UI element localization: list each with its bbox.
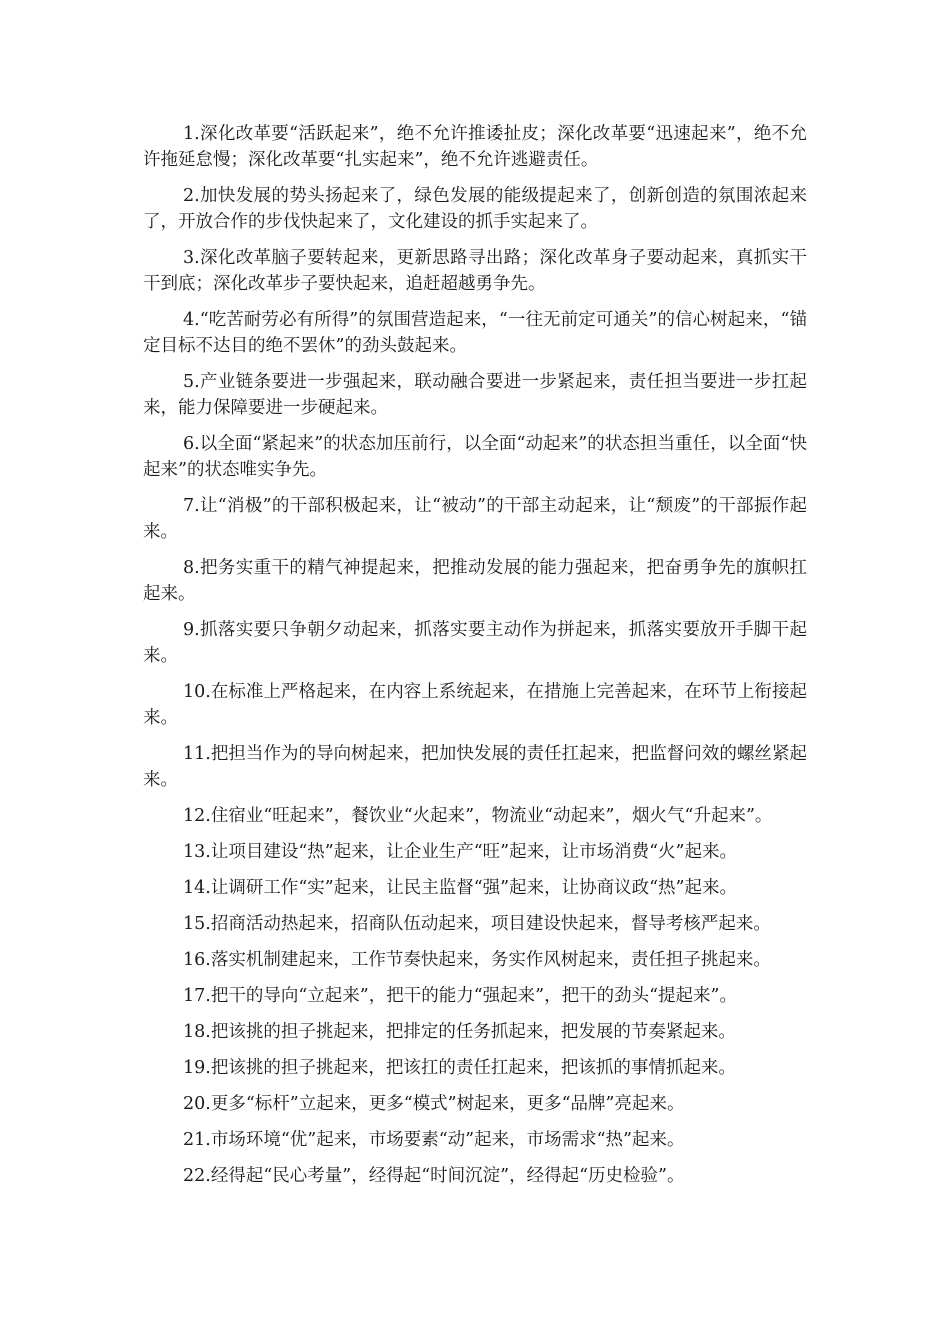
paragraph-20: 20.更多“标杆”立起来，更多“模式”树起来，更多“品牌”亮起来。 [183,1094,685,1114]
paragraph-1: 1.深化改革要“活跃起来”，绝不允许推诿扯皮；深化改革要“迅速起来”，绝不允许拖延怠慢；深化改革要“扎实起来”，绝不允许逃避责任。 [143,124,807,170]
paragraph-4: 4.“吃苦耐劳必有所得”的氛围营造起来，“一往无前定可通关”的信心树起来，“锚定目标不达目的绝不罢休”的劲头鼓起来。 [143,310,807,356]
paragraph-13: 13.让项目建设“热”起来，让企业生产“旺”起来，让市场消费“火”起来。 [183,842,738,862]
document-body [143,121,807,1199]
paragraph-6: 6.以全面“紧起来”的状态加压前行，以全面“动起来”的状态担当重任，以全面“快起来”的状态唯实争先。 [143,434,807,480]
paragraph-5: 5.产业链条要进一步强起来，联动融合要进一步紧起来，责任担当要进一步扛起来，能力保障要进一步硬起来。 [143,372,807,418]
paragraph-19: 19.把该挑的担子挑起来，把该扛的责任扛起来，把该抓的事情抓起来。 [183,1058,736,1078]
paragraph-9: 9.抓落实要只争朝夕动起来，抓落实要主动作为拼起来，抓落实要放开手脚干起来。 [143,620,807,666]
paragraph-15: 15.招商活动热起来，招商队伍动起来，项目建设快起来，督导考核严起来。 [183,914,771,934]
paragraph-16: 16.落实机制建起来，工作节奏快起来，务实作风树起来，责任担子挑起来。 [183,950,771,970]
paragraph-14: 14.让调研工作“实”起来，让民主监督“强”起来，让协商议政“热”起来。 [183,878,738,898]
paragraph-10: 10.在标准上严格起来，在内容上系统起来，在措施上完善起来，在环节上衔接起来。 [143,682,807,728]
paragraph-11: 11.把担当作为的导向树起来，把加快发展的责任扛起来，把监督问效的螺丝紧起来。 [143,744,807,790]
paragraph-22: 22.经得起“民心考量”，经得起“时间沉淀”，经得起“历史检验”。 [183,1166,685,1186]
paragraph-8: 8.把务实重干的精气神提起来，把推动发展的能力强起来，把奋勇争先的旗帜扛起来。 [143,558,807,604]
paragraph-18: 18.把该挑的担子挑起来，把排定的任务抓起来，把发展的节奏紧起来。 [183,1022,736,1042]
paragraph-3: 3.深化改革脑子要转起来，更新思路寻出路；深化改革身子要动起来，真抓实干干到底；深化改革步子要快起来，追赶超越勇争先。 [143,248,807,294]
paragraph-17: 17.把干的导向“立起来”，把干的能力“强起来”，把干的劲头“提起来”。 [183,986,738,1006]
paragraph-21: 21.市场环境“优”起来，市场要素“动”起来，市场需求“热”起来。 [183,1130,685,1150]
paragraph-2: 2.加快发展的势头扬起来了，绿色发展的能级提起来了，创新创造的氛围浓起来了，开放合作的步伐快起来了，文化建设的抓手实起来了。 [143,186,807,232]
paragraph-7: 7.让“消极”的干部积极起来，让“被动”的干部主动起来，让“颓废”的干部振作起来。 [143,496,807,542]
paragraph-12: 12.住宿业“旺起来”，餐饮业“火起来”，物流业“动起来”，烟火气“升起来”。 [183,806,773,826]
